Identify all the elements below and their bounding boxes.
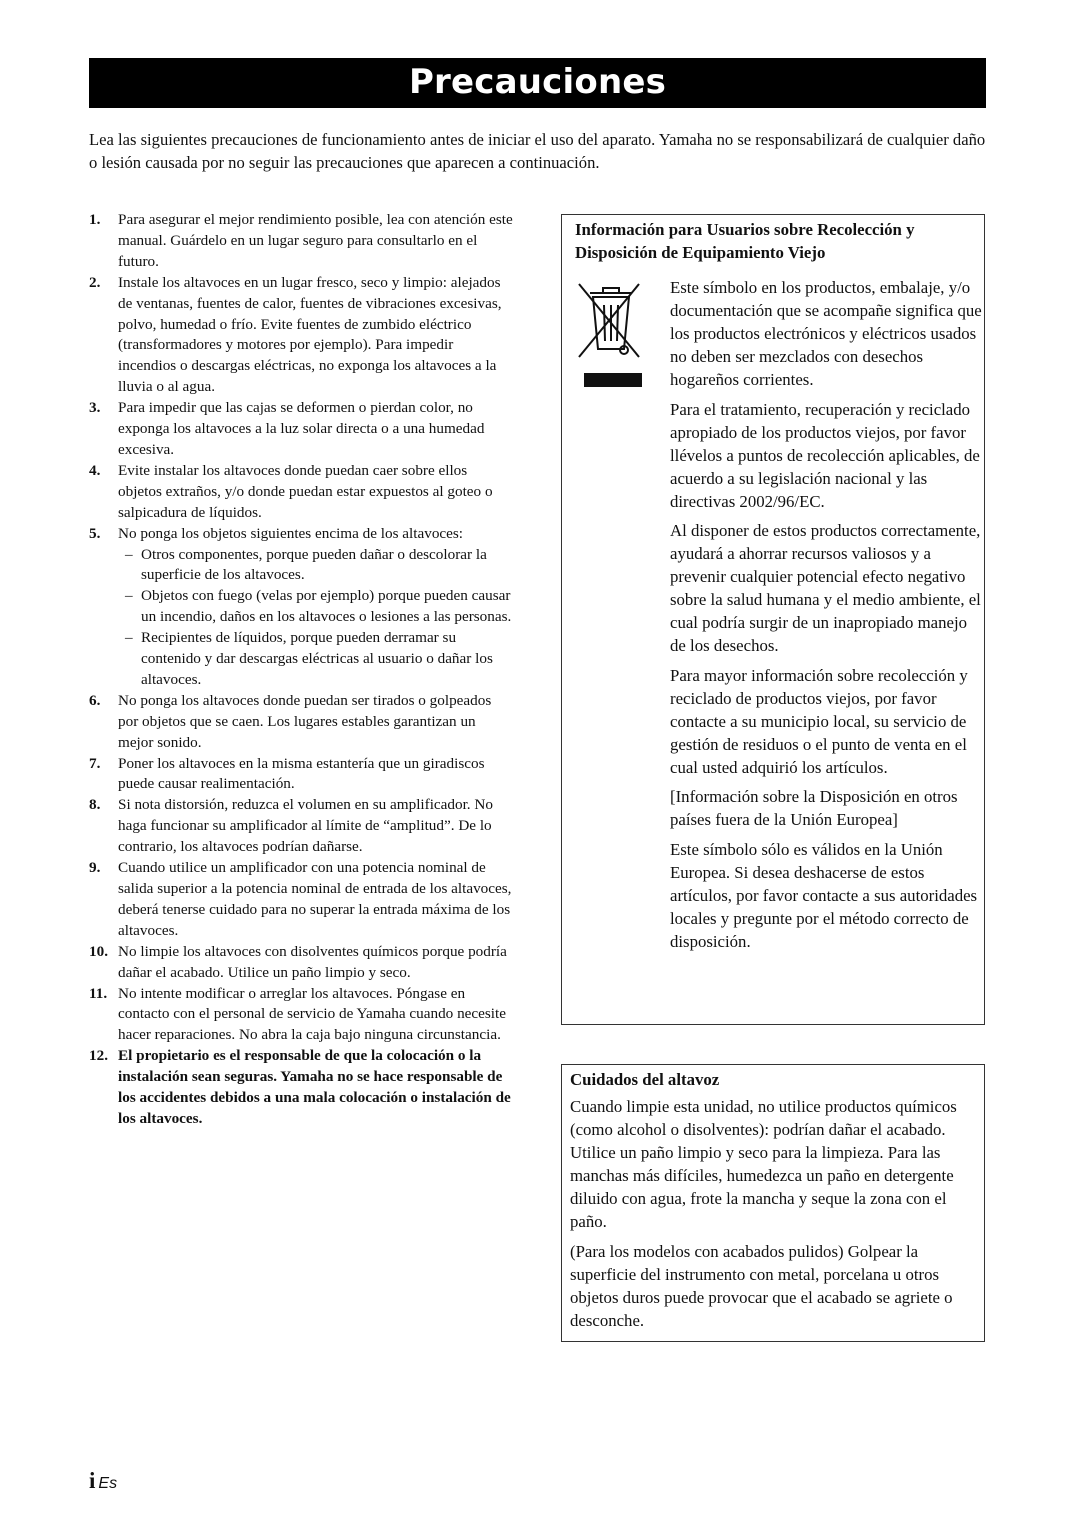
title-bar	[89, 58, 986, 108]
sublist-text: Objetos con fuego (velas por ejemplo) porque pueden causar un incendio, daños en los altavoces o lesiones a las personas.	[141, 587, 512, 626]
precaution-text: Instale los altavoces en un lugar fresco, seco y limpio: alejados de ventanas, fuentes de calor, fuentes de vibraciones excesivas, polvo, humedad o frío. Evite fuentes de zumbido eléctrico (transformadores y motores por ejemplo). Para impedir incendios o descargas eléctricas, no exponga los altavoces a la lluvia o al agua.	[118, 273, 502, 396]
precaution-number: 5.	[89, 524, 101, 542]
care-paragraph: Cuando limpie esta unidad, no utilice productos químicos (como alcohol o disolventes): podrían dañar el acabado. Utilice un paño limpio y seco para la limpieza. Para las manchas más difíciles, humedezca un paño en detergente diluido con agua, frote la mancha y seque la zona con el paño.	[570, 1097, 957, 1231]
sublist-item	[118, 545, 513, 587]
language-code: Es	[98, 1475, 118, 1492]
page-title: Precauciones	[408, 62, 667, 102]
dash-bullet: –	[125, 587, 133, 605]
precaution-text: Poner los altavoces en la misma estantería que un giradiscos puede causar realimentación.	[118, 754, 485, 793]
precaution-item-11	[89, 984, 513, 1047]
disposal-paragraph: Este símbolo en los productos, embalaje, y/o documentación que se acompañe significa que los productos electrónicos y eléctricos usados no deben ser mezclados con desechos hogareños corrientes.	[670, 278, 982, 389]
precaution-number: 1.	[89, 211, 101, 228]
disposal-paragraph: Al disponer de estos productos correctamente, ayudará a ahorrar recursos valiosos y a prevenir cualquier potencial efecto negativo sobre la salud humana y el medio ambiente, el cual podría surgir de un inapropiado manejo de los desechos.	[670, 521, 981, 655]
precaution-item-4	[89, 461, 513, 524]
precaution-number: 9.	[89, 859, 101, 877]
precaution-item-12	[89, 1046, 513, 1130]
precaution-text: Para asegurar el mejor rendimiento posible, lea con atención este manual. Guárdelo en un lugar seguro para consultarlo en el futuro.	[118, 211, 513, 270]
intro-paragraph: Lea las siguientes precauciones de funcionamiento antes de iniciar el uso del aparato. Yamaha no se responsabilizará de cualquier daño o lesión causada por no seguir las precauciones que aparecen a continuación.	[89, 130, 986, 172]
precaution-text: No limpie los altavoces con disolventes químicos porque podría dañar el acabado. Utilice un paño limpio y seco.	[118, 942, 507, 981]
precaution-number: 4.	[89, 461, 101, 479]
disposal-paragraph: Para el tratamiento, recuperación y reciclado apropiado de los productos viejos, por favor llévelos a puntos de recolección aplicables, de acuerdo a su legislación nacional y las directivas 2002/96/EC.	[670, 399, 980, 511]
precaution-item-6	[89, 691, 513, 754]
page-footer	[89, 1468, 117, 1496]
precaution-text: El propietario es el responsable de que la colocación o la instalación sean seguras. Yamaha no se hace responsable de los accidentes debidos a una mala colocación o instalación de los altavoces.	[118, 1047, 511, 1127]
precautions-column	[89, 210, 513, 1130]
precaution-item-7	[89, 754, 513, 796]
sublist-text: Otros componentes, porque pueden dañar o descolorar la superficie de los altavoces.	[141, 545, 487, 584]
dash-bullet: –	[125, 545, 133, 563]
precaution-text: Cuando utilice un amplificador con una potencia nominal de salida superior a la potencia nominal de entrada de los altavoces, deberá tenerse cuidado para no superar la entrada máxima de los altavoces.	[118, 859, 512, 939]
speaker-care-box	[561, 1064, 985, 1342]
disposal-paragraph: Este símbolo sólo es válidos en la Unión Europea. Si desea deshacerse de estos artículos, por favor contacte a sus autoridades locales y pregunte por el método correcto de disposición.	[670, 839, 978, 951]
precaution-text: No ponga los altavoces donde puedan ser tirados o golpeados por objetos que se caen. Los lugares estables garantizan un mejor sonido.	[118, 691, 492, 751]
precaution-item-2	[89, 273, 513, 398]
precaution-sublist	[118, 545, 513, 691]
precaution-text: Evite instalar los altavoces donde puedan caer sobre ellos objetos extraños, y/o donde puedan estar expuestos al goteo o salpicadura de líquidos.	[118, 461, 493, 521]
disposal-paragraph: [Información sobre la Disposición en otros países fuera de la Unión Europea]	[670, 787, 958, 829]
disposal-paragraph: Para mayor información sobre recolección y reciclado de productos viejos, por favor contacte a su municipio local, su servicio de gestión de residuos o el punto de venta en el cual usted adquirió los artículos.	[670, 665, 968, 777]
sublist-item	[118, 586, 513, 628]
care-paragraph: (Para los modelos con acabados pulidos) Golpear la superficie del instrumento con metal, porcelana u otros objetos duros puede provocar que el acabado se agriete o desconche.	[570, 1241, 953, 1330]
precaution-item-5	[89, 524, 513, 691]
precaution-number: 2.	[89, 273, 101, 291]
precaution-item-3	[89, 398, 513, 461]
precaution-item-10	[89, 942, 513, 984]
precaution-number: 3.	[89, 399, 101, 417]
disposal-paragraphs	[670, 276, 982, 959]
precaution-item-1	[89, 210, 513, 273]
precaution-number: 10.	[89, 942, 108, 960]
crossed-out-wheeled-bin-icon	[576, 279, 646, 389]
precaution-item-8	[89, 795, 513, 858]
page-number: i	[89, 1468, 96, 1493]
precautions-list	[89, 210, 513, 1130]
sublist-text: Recipientes de líquidos, porque pueden derramar su contenido y dar descargas eléctricas al usuario o dañar los altavoces.	[141, 629, 493, 688]
precaution-text: Para impedir que las cajas se deformen o pierdan color, no exponga los altavoces a la luz solar directa o a una humedad excesiva.	[118, 399, 485, 458]
precaution-number: 12.	[89, 1047, 108, 1065]
precaution-number: 11.	[89, 984, 108, 1002]
disposal-info-box	[561, 214, 985, 1025]
disposal-title: Información para Usuarios sobre Recolección y Disposición de Equipamiento Viejo	[575, 220, 915, 262]
care-title: Cuidados del altavoz	[570, 1070, 720, 1089]
precaution-number: 6.	[89, 691, 101, 709]
precaution-text: No intente modificar o arreglar los altavoces. Póngase en contacto con el personal de servicio de Yamaha cuando necesite hacer reparaciones. No abra la caja bajo ninguna circunstancia.	[118, 984, 506, 1044]
precaution-item-9	[89, 858, 513, 942]
precaution-text: Si nota distorsión, reduzca el volumen en su amplificador. No haga funcionar su amplificador al límite de “amplitud”. De lo contrario, los altavoces podrían dañarse.	[118, 796, 493, 856]
sublist-item	[118, 628, 513, 691]
precaution-text: No ponga los objetos siguientes encima de los altavoces:	[118, 524, 464, 542]
precaution-number: 7.	[89, 754, 101, 772]
precaution-number: 8.	[89, 796, 101, 814]
dash-bullet: –	[125, 629, 133, 647]
